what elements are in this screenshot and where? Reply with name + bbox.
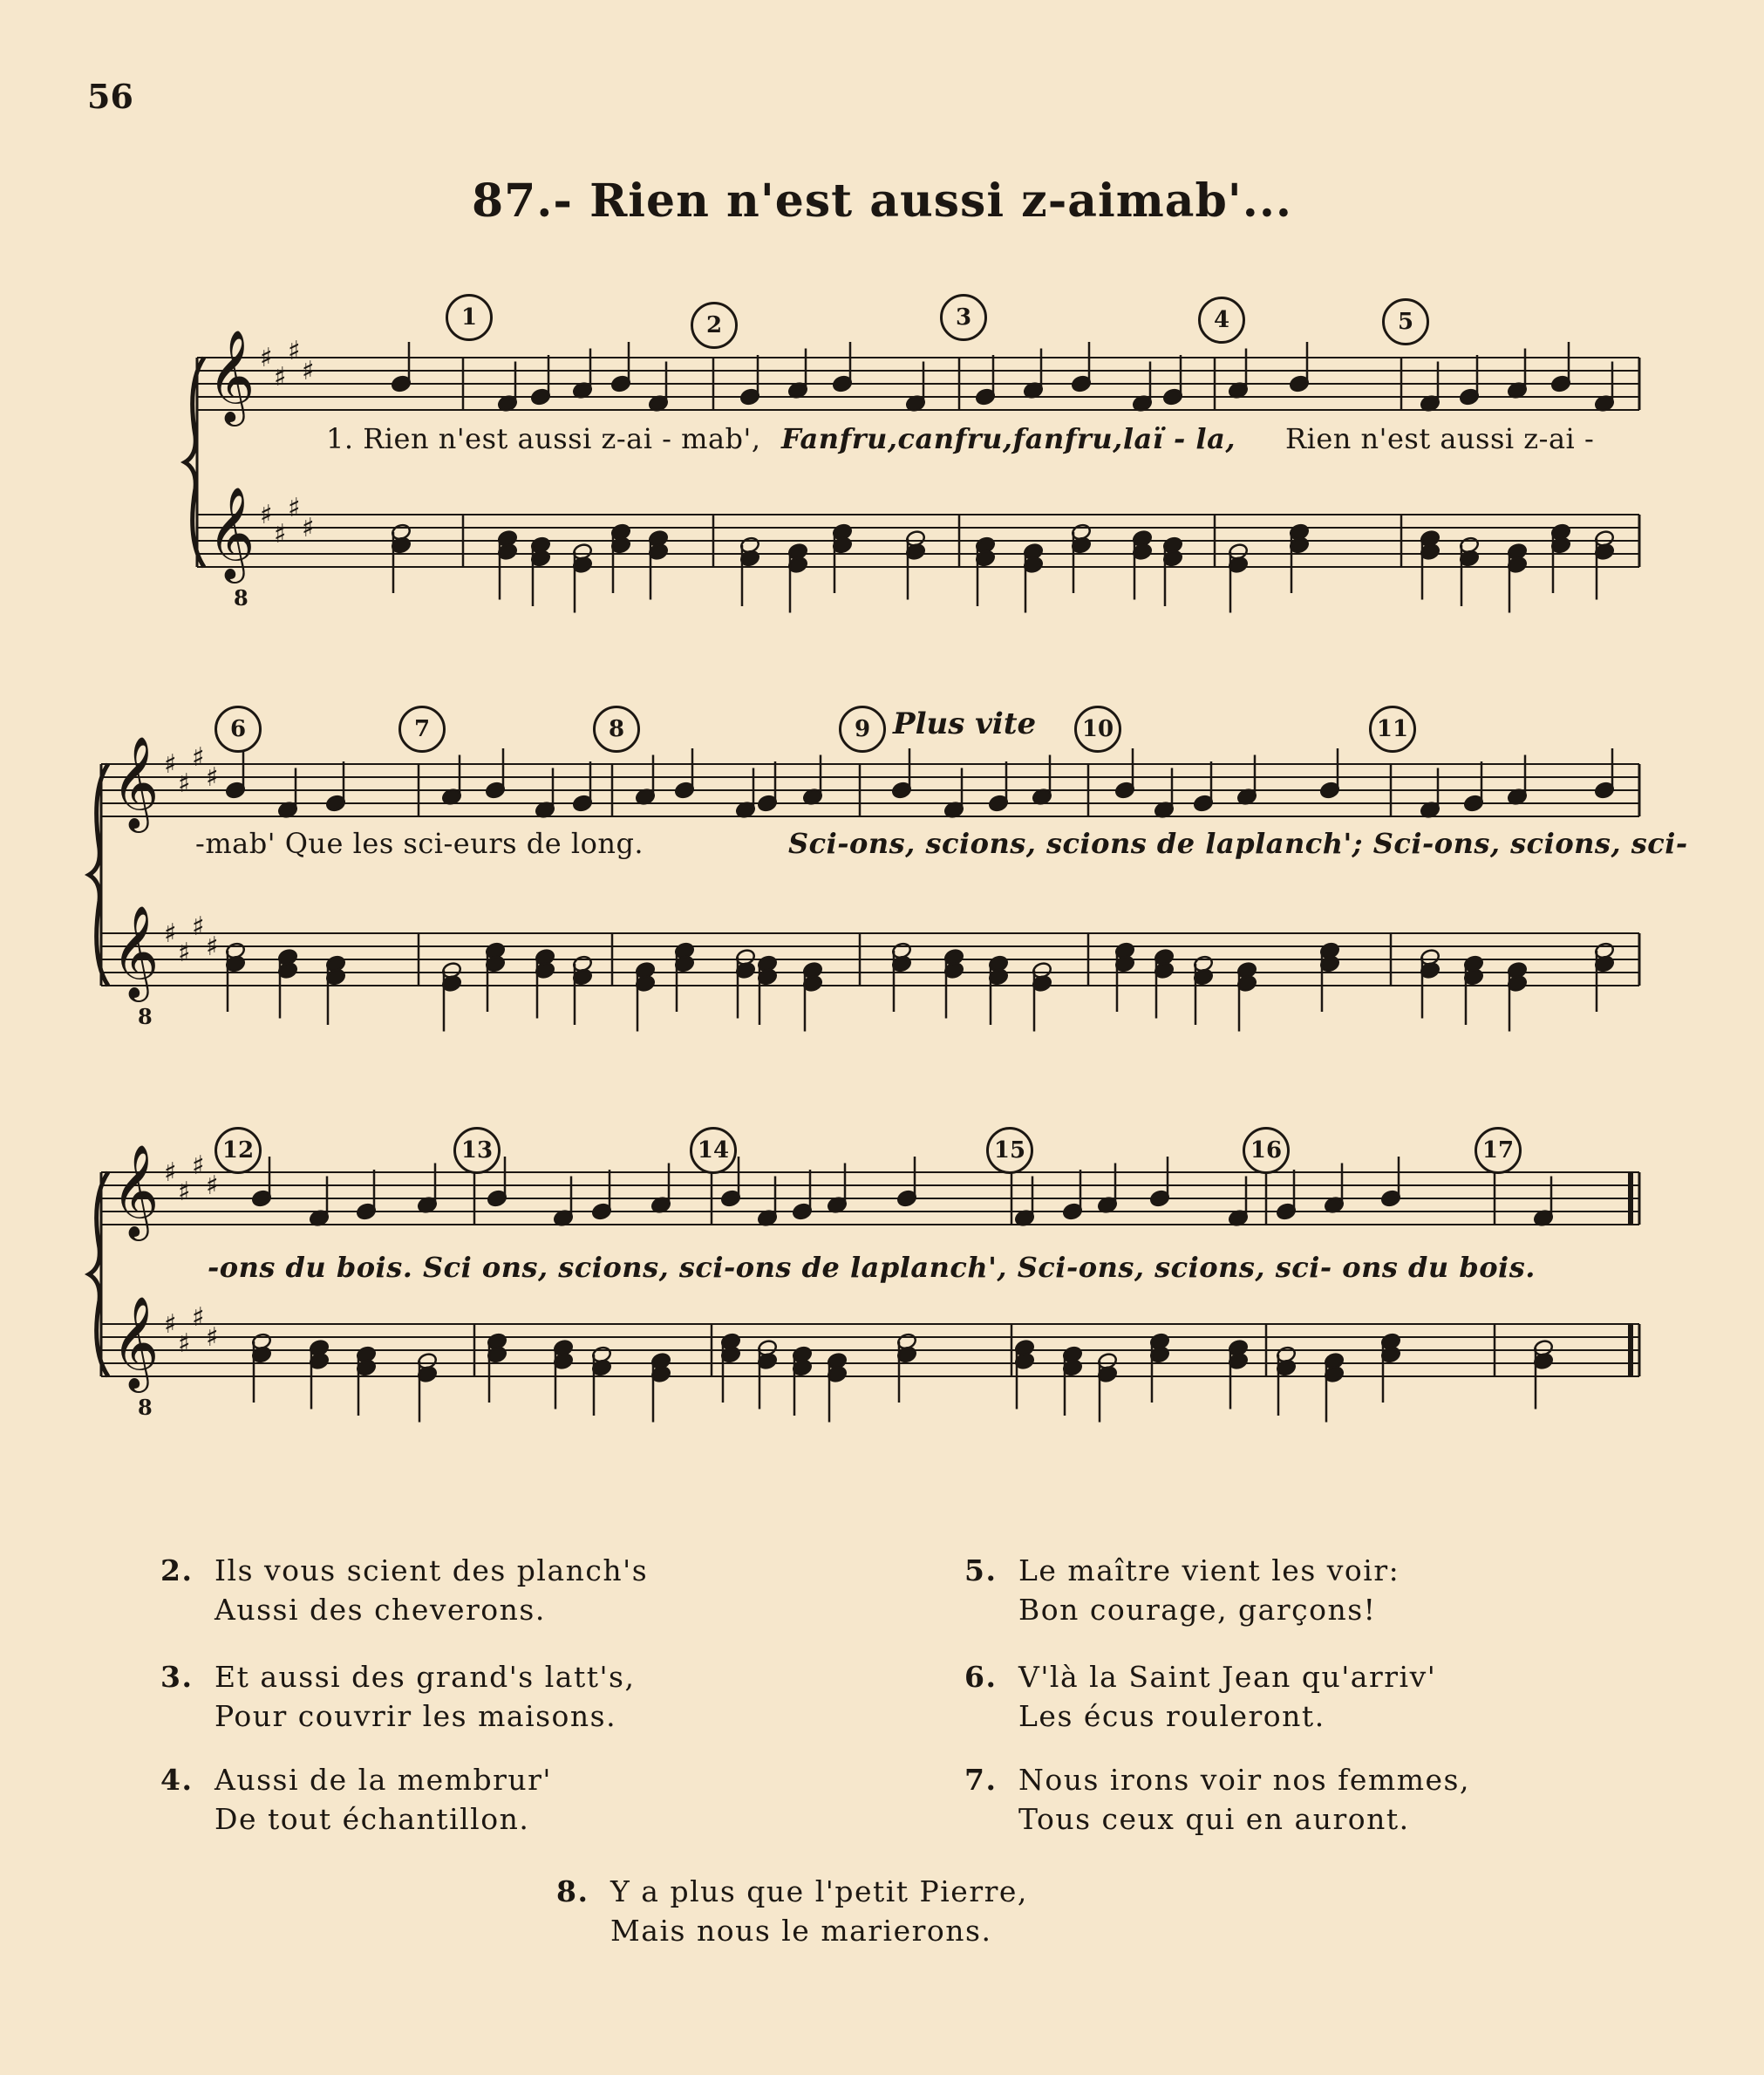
verse [160, 1657, 636, 1736]
sharp-sign: ♯ [302, 513, 315, 543]
sharp-sign: ♯ [206, 932, 219, 962]
sharp-sign: ♯ [164, 1157, 177, 1188]
sharp-sign: ♯ [192, 911, 205, 942]
verse-line: Pour couvrir les maisons. [215, 1699, 617, 1733]
sharp-sign: ♯ [178, 938, 191, 968]
octave-mark: 8 [138, 1395, 153, 1420]
sharp-sign: ♯ [274, 519, 287, 549]
sharp-sign: ♯ [260, 500, 273, 530]
verse-line: Ils vous scient des planch's [215, 1553, 649, 1587]
lyric-line: Sci-ons, scions, scions de laplanch'; Sci-ons, scions, sci- [788, 827, 1688, 860]
measure-number: 13 [453, 1127, 501, 1174]
verse [964, 1551, 1400, 1629]
sharp-sign: ♯ [178, 1177, 191, 1207]
brace [89, 764, 108, 986]
sharp-sign: ♯ [164, 749, 177, 780]
treble-clef: 𝄞 [208, 486, 255, 579]
lyric-line: Fanfru,canfru,fanfru,laï - la, [781, 422, 1236, 455]
verse [964, 1657, 1437, 1736]
measure-number: 1 [446, 294, 493, 341]
octave-mark: 8 [234, 585, 249, 611]
measure-number: 17 [1475, 1127, 1522, 1174]
measure-number: 14 [690, 1127, 737, 1174]
sharp-sign: ♯ [260, 343, 273, 373]
treble-clef: 𝄞 [112, 1295, 160, 1389]
verse-number: 8. [556, 1874, 589, 1908]
verse-number: 7. [964, 1763, 998, 1797]
lyric-line: -mab' Que les sci-eurs de long. [195, 827, 644, 860]
treble-clef: 𝄞 [208, 329, 255, 422]
treble-clef: 𝄞 [112, 904, 160, 998]
verse-line: Y a plus que l'petit Pierre, [610, 1874, 1028, 1908]
verse-line: Aussi de la membrur' [215, 1763, 552, 1797]
verse-line: V'là la Saint Jean qu'arriv' [1018, 1660, 1437, 1694]
sharp-sign: ♯ [192, 1150, 205, 1181]
verse [160, 1760, 552, 1839]
lyric-line: 1. Rien n'est aussi z-ai - mab', [326, 422, 761, 455]
verse-number: 5. [964, 1553, 998, 1587]
measure-number: 2 [691, 302, 738, 349]
measure-number: 15 [986, 1127, 1033, 1174]
verse-line: Tous ceux qui en auront. [1018, 1802, 1410, 1836]
sharp-sign: ♯ [192, 742, 205, 773]
sharp-sign: ♯ [206, 1322, 219, 1353]
page-number: 56 [87, 77, 133, 116]
tempo-marking: Plus vite [893, 706, 1037, 741]
verse-line: Bon courage, garçons! [1018, 1593, 1377, 1627]
brace [185, 358, 204, 567]
verse [556, 1872, 1028, 1950]
verse-number: 4. [160, 1763, 194, 1797]
sharp-sign: ♯ [274, 362, 287, 392]
verse [964, 1760, 1470, 1839]
brace [89, 1172, 108, 1376]
measure-number: 5 [1382, 298, 1429, 345]
verse-number: 6. [964, 1660, 998, 1694]
measure-number: 16 [1243, 1127, 1290, 1174]
sharp-sign: ♯ [206, 1171, 219, 1201]
sharp-sign: ♯ [178, 768, 191, 799]
lyric-line: Rien n'est aussi z-ai - [1285, 422, 1595, 455]
sharp-sign: ♯ [164, 918, 177, 949]
verse-line: De tout échantillon. [215, 1802, 530, 1836]
measure-number: 12 [215, 1127, 262, 1174]
lyric-line: -ons du bois. Sci ons, scions, sci-ons de laplanch', Sci-ons, scions, sci- ons du bois. [208, 1251, 1536, 1284]
measure-number: 10 [1074, 706, 1121, 753]
sharp-sign: ♯ [288, 493, 301, 523]
verse-line: Et aussi des grand's latt's, [215, 1660, 636, 1694]
measure-number: 9 [839, 706, 886, 753]
measure-number: 3 [940, 294, 987, 341]
measure-number: 8 [593, 706, 640, 753]
sharp-sign: ♯ [206, 762, 219, 793]
verse [160, 1551, 649, 1629]
treble-clef: 𝄞 [112, 735, 160, 829]
verse-line: Nous irons voir nos femmes, [1018, 1763, 1470, 1797]
verse-number: 3. [160, 1660, 194, 1694]
sharp-sign: ♯ [288, 336, 301, 366]
sharp-sign: ♯ [178, 1328, 191, 1359]
sharp-sign: ♯ [192, 1302, 205, 1333]
sharp-sign: ♯ [302, 356, 315, 386]
verse-number: 2. [160, 1553, 194, 1587]
verse-line: Mais nous le marierons. [610, 1914, 992, 1948]
treble-clef: 𝄞 [112, 1143, 160, 1237]
song-title: 87.- Rien n'est aussi z-aimab'... [471, 174, 1293, 228]
measure-number: 11 [1369, 706, 1416, 753]
measure-number: 7 [398, 706, 446, 753]
measure-number: 4 [1198, 297, 1245, 344]
measure-number: 6 [215, 706, 262, 753]
octave-mark: 8 [138, 1004, 153, 1029]
verse-line: Les écus rouleront. [1018, 1699, 1325, 1733]
verse-line: Aussi des cheverons. [215, 1593, 546, 1627]
sharp-sign: ♯ [164, 1309, 177, 1340]
verse-line: Le maître vient les voir: [1018, 1553, 1400, 1587]
